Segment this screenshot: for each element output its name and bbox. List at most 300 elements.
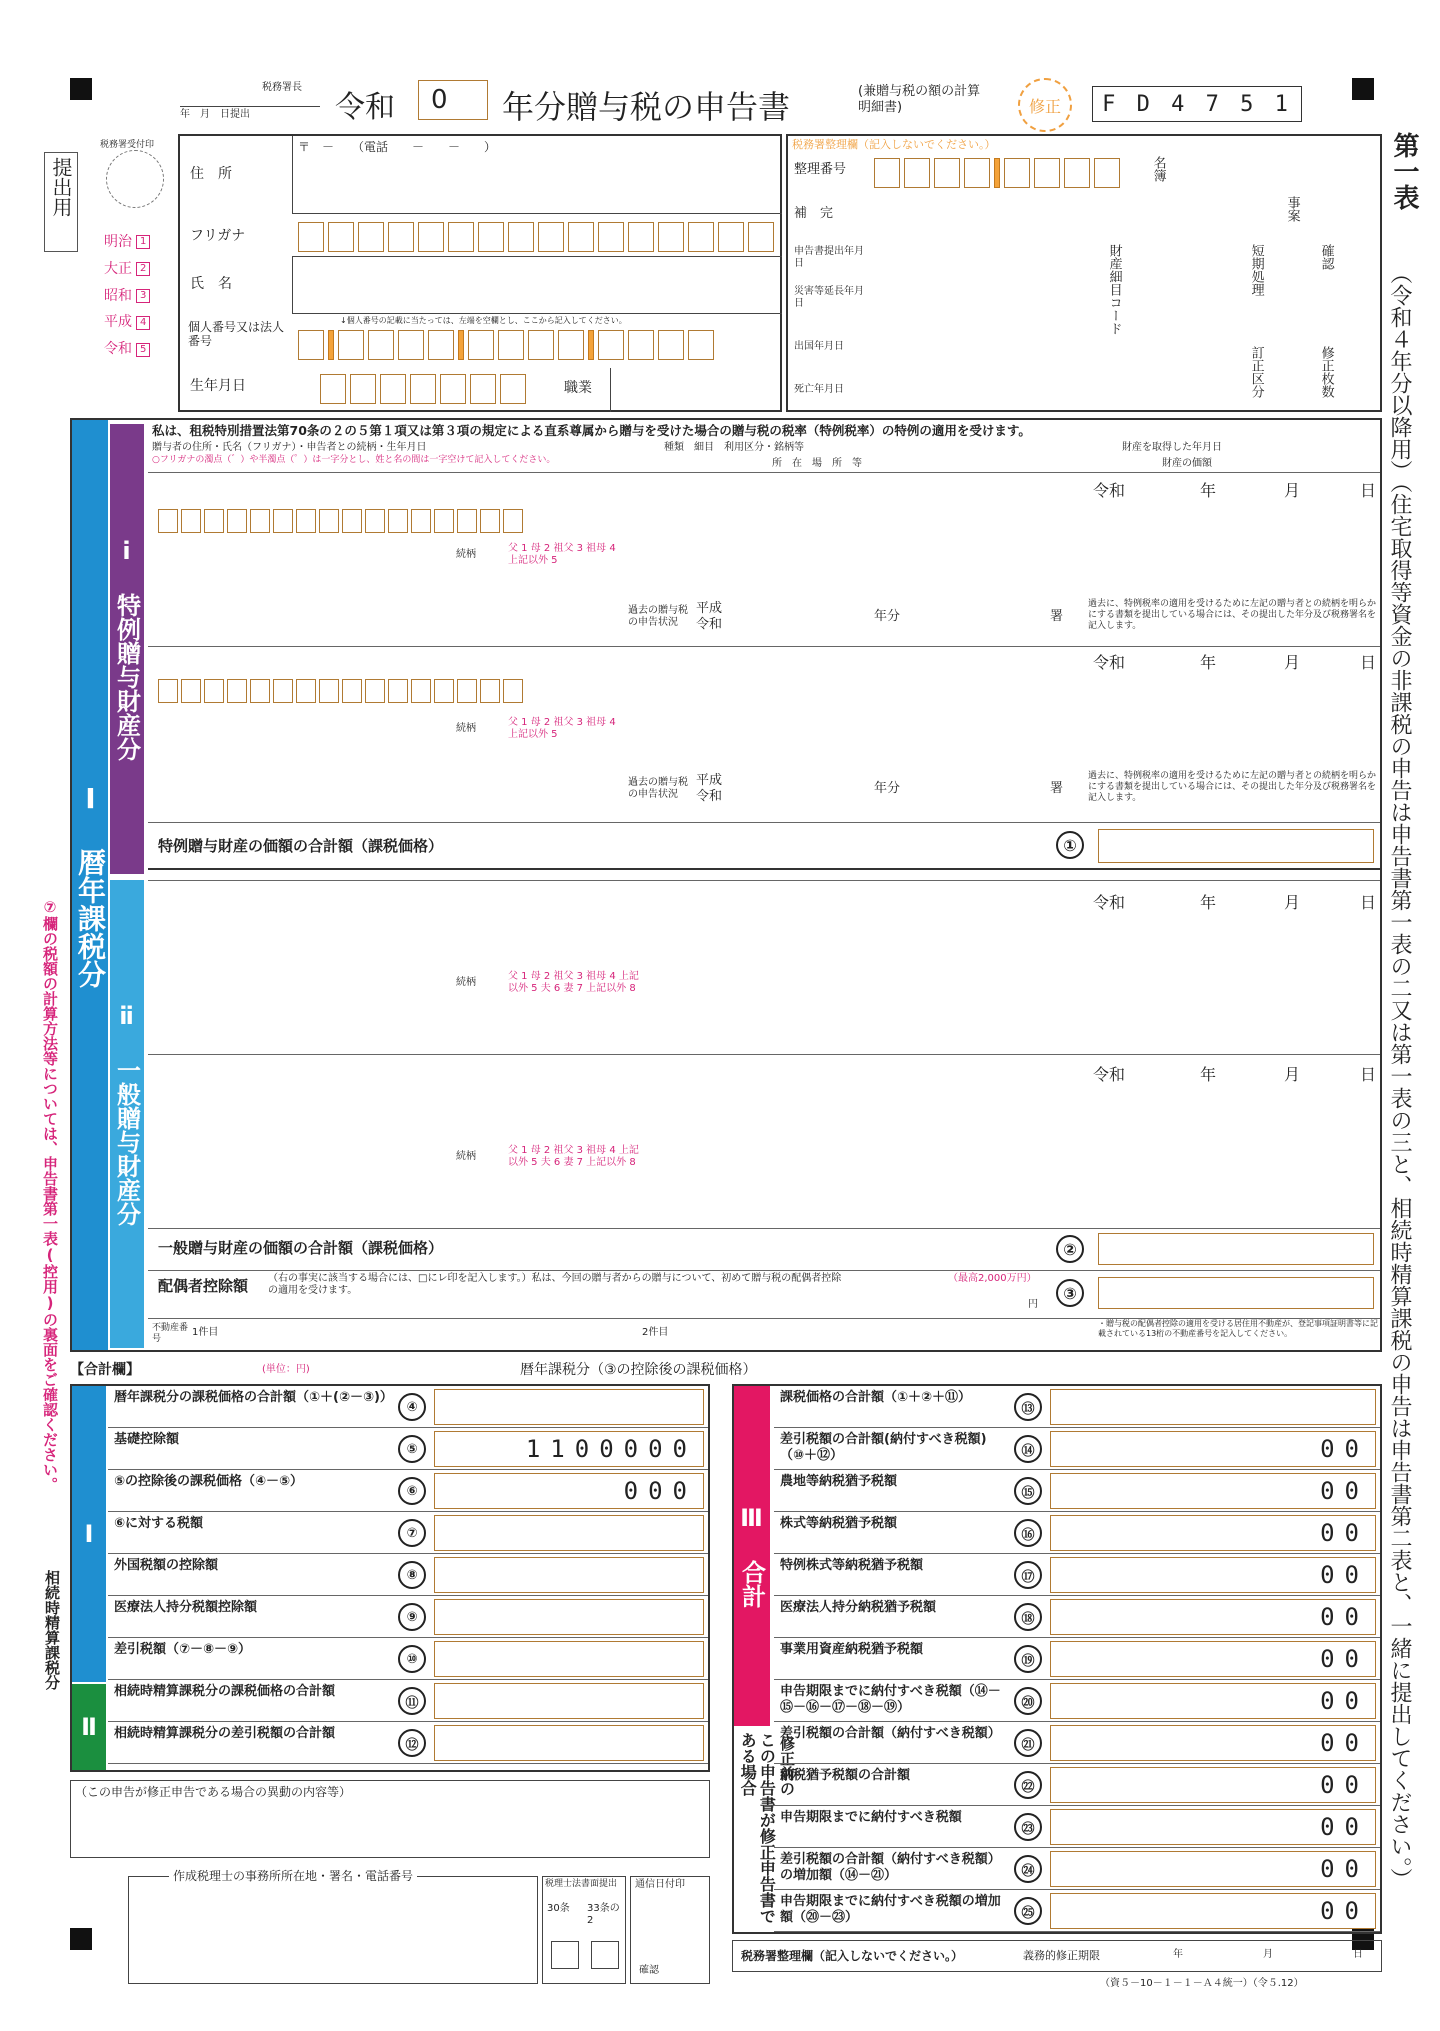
amount-input[interactable] — [1050, 1767, 1376, 1803]
amount-input[interactable] — [434, 1515, 704, 1551]
amount-input[interactable] — [1050, 1683, 1376, 1719]
reiwa2-label: 令和 — [696, 789, 723, 804]
occupation-input[interactable] — [610, 368, 782, 412]
char-box — [158, 679, 178, 703]
day-label: 日 — [1360, 653, 1377, 672]
amount-input[interactable] — [434, 1683, 704, 1719]
amount-value: 00 — [1320, 1855, 1369, 1883]
amount-input[interactable] — [1050, 1641, 1376, 1677]
left-side-note: ⑦欄の税額の計算方法等については、申告書第一表(控用)の裏面をご確認ください。 — [41, 898, 59, 1492]
acq-header: 財産を取得した年月日 — [1122, 442, 1222, 453]
line-number-marker: ⑧ — [398, 1561, 426, 1589]
submit-copy-label: 提出用 — [44, 152, 78, 252]
occupation-label: 職業 — [564, 380, 592, 396]
spouse-input[interactable] — [1098, 1277, 1374, 1309]
art33-check[interactable] — [591, 1941, 619, 1969]
totals-title: 【合計欄】 — [70, 1362, 140, 1378]
stamp-label: 税務署受付印 — [100, 140, 155, 150]
donor-furigana-input[interactable] — [158, 509, 526, 533]
char-box — [388, 679, 408, 703]
amount-value: 00 — [1320, 1897, 1369, 1925]
total-row-totals.right_rows-13 — [774, 1890, 1380, 1932]
era-num: 1 — [136, 235, 150, 249]
digit-box — [658, 330, 684, 360]
char-box — [503, 509, 523, 533]
sub-ii-label: ⅱ 一般贈与財産分 — [110, 880, 144, 1348]
right-side-note: （令和４年分以降用）（住宅取得等資金の非課税の申告は申告書第一表の二又は第一表の三と、相続時精算課税の申告は申告書第二表と、一緒に提出してください。） — [1387, 262, 1412, 1890]
char-box — [296, 509, 316, 533]
special-notice: 私は、租税特別措置法第70条の２の５第１項又は第３項の規定による直系尊属から贈与を受けた場合の贈与税の税率（特例税率）の特例の適用を受けます。 — [152, 423, 1031, 438]
line-number-marker: ⑯ — [1014, 1519, 1042, 1547]
office-field-label: 税務署整理欄（記入しないでください。） — [741, 1949, 964, 1963]
reiwa-label: 令和 — [1093, 1065, 1126, 1084]
revision-stamp — [1018, 78, 1072, 132]
era-list — [104, 234, 166, 358]
line-number-marker: ㉑ — [1014, 1729, 1042, 1757]
total-row-label: 基礎控除額 — [114, 1432, 180, 1447]
notice-date-box — [630, 1876, 710, 1984]
spouse-row — [148, 1270, 1380, 1316]
donor-entry — [148, 646, 1380, 816]
digit-box — [320, 374, 346, 404]
office-right-label: 名簿 — [1150, 156, 1166, 182]
donor-entry — [148, 472, 1380, 642]
era-num: 3 — [136, 289, 150, 303]
line-number-marker: ④ — [398, 1393, 426, 1421]
relation-options: 父 1 母 2 祖父 3 祖母 4 上記以外 5 夫 6 妻 7 上記以外 8 — [508, 971, 639, 994]
era-num: 5 — [136, 343, 150, 357]
year-label: 年 — [1200, 893, 1217, 912]
total-row-totals.left_rows-7 — [108, 1638, 708, 1680]
total-row-totals.left_rows-6 — [108, 1596, 708, 1638]
digit-box — [558, 330, 584, 360]
char-box — [328, 222, 354, 252]
year-label: 年 — [1200, 481, 1217, 500]
sub-i-label: ⅰ 特例贈与財産分 — [110, 424, 144, 874]
line-number-marker: ⑮ — [1014, 1477, 1042, 1505]
amount-value: 000 — [623, 1477, 697, 1505]
amount-input[interactable] — [1050, 1851, 1376, 1887]
era-name: 平成 — [104, 314, 132, 331]
amount-value: 00 — [1320, 1561, 1369, 1589]
total-row-label: 暦年課税分の課税価格の合計額（①＋(②－③)） — [114, 1390, 393, 1405]
amount-value: 00 — [1320, 1771, 1369, 1799]
art33-label: 33条の2 — [587, 1903, 620, 1926]
applicant-block — [178, 134, 782, 412]
total-row-totals.left_rows-9 — [108, 1722, 708, 1764]
mynumber-label: 個人番号又は法人番号 — [188, 320, 285, 349]
office-row: 整理番号 — [794, 162, 847, 177]
obligation-label: 義務的修正期限 — [1023, 1949, 1100, 1962]
amount-value: 00 — [1320, 1519, 1369, 1547]
office-right-label: 確認 — [1318, 244, 1334, 270]
spouse-note: （右の事実に該当する場合には、□にレ印を記入します。）私は、今回の贈与者からの贈与について、初めて贈与税の配偶者控除の適用を受けます。 — [268, 1273, 842, 1296]
donor-entry — [148, 1054, 1380, 1224]
total-row-totals.left_rows-4 — [108, 1512, 708, 1554]
office-suffix: 署 — [1050, 609, 1064, 624]
office-right-label: 修正枚数 — [1318, 346, 1334, 398]
total-general-input[interactable] — [1098, 1233, 1374, 1265]
char-box — [365, 679, 385, 703]
revision-side-label: この申告書が修正申告書である場合 — [738, 1732, 777, 1924]
total-special-label: 特例贈与財産の価額の合計額（課税価格） — [158, 837, 444, 855]
line-number-marker: ⑪ — [398, 1687, 426, 1715]
era-name: 明治 — [104, 234, 132, 250]
spouse-max: （最高2,000万円） — [948, 1273, 1037, 1284]
digit-box — [498, 330, 524, 360]
era-num: 4 — [136, 316, 150, 330]
ob-month: 月 — [1263, 1949, 1273, 1960]
totals-I-label: Ⅰ — [72, 1386, 106, 1682]
amount-input[interactable] — [1050, 1725, 1376, 1761]
reiwa-label: 令和 — [1093, 653, 1126, 672]
line-number-marker: ⑬ — [1014, 1393, 1042, 1421]
day-label: 日 — [1360, 481, 1377, 500]
total-row-label: 事業用資産納税猶予税額 — [780, 1642, 924, 1657]
office-row: 補 完 — [794, 206, 834, 221]
reiwa-label: 令和 — [1093, 481, 1126, 500]
total-row-label: 申告期限までに納付すべき税額 — [780, 1810, 962, 1825]
char-box — [434, 679, 454, 703]
amount-input[interactable] — [1050, 1599, 1376, 1635]
notice-date-label: 通信日付印 — [635, 1879, 685, 1890]
line-number-marker: ⑭ — [1014, 1435, 1042, 1463]
donor-header: 贈与者の住所・氏名（フリガナ）・申告者との続柄・生年月日 — [152, 442, 427, 453]
before-label: 修正前の — [778, 1736, 796, 1796]
office-row: 死亡年月日 — [794, 384, 844, 395]
char-box — [688, 222, 714, 252]
totals-III-label: Ⅲ 合計 — [734, 1386, 770, 1726]
totals-II-label: Ⅱ — [72, 1684, 106, 1770]
date-line: 年 月 日提出 — [180, 106, 320, 121]
amount-value: 00 — [1320, 1645, 1369, 1673]
relation-label: 続柄 — [456, 723, 476, 734]
real-estate-label: 不動産番号 — [152, 1323, 189, 1344]
char-box — [358, 222, 384, 252]
total-row-label: ⑥に対する税額 — [114, 1516, 204, 1531]
total-row-totals.left_rows-1 — [108, 1386, 708, 1428]
total-special-row — [148, 822, 1380, 870]
address-label: 住 所 — [190, 166, 232, 182]
total-row-label: 医療法人持分納税猶予税額 — [780, 1600, 937, 1615]
relation-options: 父 1 母 2 祖父 3 祖母 4 上記以外 5 夫 6 妻 7 上記以外 8 — [508, 1145, 639, 1168]
line-1-marker: ① — [1056, 831, 1084, 859]
char-box — [388, 509, 408, 533]
form-title: 年分贈与税の申告書 — [502, 88, 791, 126]
revision-stamp-text: 修正 — [1028, 96, 1061, 116]
digit-box — [380, 374, 406, 404]
total-row-totals.right_rows-4 — [774, 1512, 1380, 1554]
corner-mark-tl — [70, 78, 92, 100]
art30-label: 30条 — [547, 1903, 570, 1914]
total-row-label: 株式等納税猶予税額 — [780, 1516, 898, 1531]
char-box — [418, 222, 444, 252]
amount-input[interactable] — [1050, 1431, 1376, 1467]
char-box — [508, 222, 534, 252]
digit-box — [470, 374, 496, 404]
total-row-label: 差引税額（⑦－⑧－⑨） — [114, 1642, 252, 1657]
line-number-marker: ㉕ — [1014, 1897, 1042, 1925]
char-box — [181, 679, 201, 703]
real-estate-row — [148, 1318, 1380, 1350]
amount-input[interactable] — [434, 1473, 704, 1509]
divider — [588, 330, 594, 360]
char-box — [718, 222, 744, 252]
line-3-marker: ③ — [1056, 1279, 1084, 1307]
corner-mark-tr — [1352, 78, 1374, 100]
total-row-totals.right_rows-2 — [774, 1428, 1380, 1470]
office-right-label: 訂正区分 — [1248, 346, 1264, 398]
line-2-marker: ② — [1056, 1235, 1084, 1263]
digit-box — [528, 330, 554, 360]
char-box — [204, 679, 224, 703]
reiwa-label: 令和 — [1093, 893, 1126, 912]
char-box — [250, 679, 270, 703]
total-row-label: 医療法人持分税額控除額 — [114, 1600, 258, 1615]
amount-input[interactable] — [1050, 1557, 1376, 1593]
day-label: 日 — [1360, 893, 1377, 912]
tax-law-box — [542, 1876, 626, 1984]
line-number-marker: ⑰ — [1014, 1561, 1042, 1589]
digit-box — [874, 158, 900, 188]
name-input[interactable] — [292, 256, 782, 314]
amount-value: 00 — [1320, 1687, 1369, 1715]
char-box — [658, 222, 684, 252]
char-box — [388, 222, 414, 252]
amount-input[interactable] — [434, 1557, 704, 1593]
totals-unit: (単位：円) — [262, 1364, 310, 1375]
birthdate-input[interactable] — [320, 374, 530, 404]
donor-furigana-input[interactable] — [158, 679, 526, 703]
first-label: 1件目 — [192, 1327, 219, 1338]
phone-line: 〒 － （電話 － － ） — [298, 140, 497, 154]
amount-value: 00 — [1320, 1435, 1369, 1463]
char-box — [598, 222, 624, 252]
month-label: 月 — [1284, 653, 1301, 672]
year-label: 年 — [1200, 1065, 1217, 1084]
office-row: 出国年月日 — [794, 341, 844, 352]
digit-box — [500, 374, 526, 404]
char-box — [319, 679, 339, 703]
amount-input[interactable] — [1050, 1473, 1376, 1509]
char-box — [480, 679, 500, 703]
era-name: 昭和 — [104, 287, 132, 304]
amount-input[interactable] — [434, 1389, 704, 1425]
digit-box — [338, 330, 364, 360]
month-label: 月 — [1284, 481, 1301, 500]
total-row-label: 外国税額の控除額 — [114, 1558, 219, 1573]
relation-options: 父 1 母 2 祖父 3 祖母 4 上記以外 5 — [508, 717, 616, 740]
value-header: 財産の価額 — [1162, 458, 1212, 469]
amount-input[interactable] — [434, 1599, 704, 1635]
office-right-label: 財産細目コード — [1106, 244, 1122, 335]
corner-mark-bl — [70, 1928, 92, 1950]
divider — [994, 158, 1000, 188]
title-prefix: 令和 — [335, 90, 395, 125]
office-right-label: 事案 — [1284, 196, 1300, 222]
year-value: 0 — [431, 85, 448, 115]
total-row-label: 差引税額の合計額(納付すべき税額)（⑩＋⑫） — [780, 1432, 987, 1463]
birthdate-label: 生年月日 — [190, 378, 246, 394]
line-number-marker: ⑱ — [1014, 1603, 1042, 1631]
tax-accountant-label: 作成税理士の事務所所在地・署名・電話番号 — [169, 1869, 417, 1883]
totals-right — [732, 1384, 1382, 1934]
office-use-title: 税務署整理欄（記入しないでください。） — [792, 138, 996, 151]
digit-box — [964, 158, 990, 188]
total-row-label: 差引税額の合計額（納付すべき税額） — [780, 1726, 1001, 1741]
day-label: 日 — [1360, 1065, 1377, 1084]
digit-box — [298, 330, 324, 360]
digit-box — [350, 374, 376, 404]
total-row-label: 納税猶予税額の合計額 — [780, 1768, 911, 1783]
line-number-marker: ㉓ — [1014, 1813, 1042, 1841]
section-i — [70, 418, 1382, 1352]
form-code: F D 4 7 5 1 — [1092, 86, 1302, 122]
ob-day: 日 — [1353, 1949, 1363, 1960]
address-input[interactable] — [292, 136, 782, 214]
total-row-label: 申告期限までに納付すべき税額（⑭－⑮－⑯－⑰－⑱－⑲） — [780, 1684, 1001, 1715]
total-row-totals.right_rows-10 — [774, 1764, 1380, 1806]
line-number-marker: ⑥ — [398, 1477, 426, 1505]
total-row-label: ⑤の控除後の課税価格（④－⑤） — [114, 1474, 304, 1489]
furigana-label: フリガナ — [190, 228, 246, 244]
office-row: 申告書提出年月日 — [794, 246, 864, 269]
revision-content-box[interactable] — [70, 1780, 710, 1858]
digit-box — [468, 330, 494, 360]
total-row-totals.left_rows-3 — [108, 1470, 708, 1512]
char-box — [480, 509, 500, 533]
totals-sub: 暦年課税分（③の控除後の課税価格） — [520, 1362, 757, 1378]
amount-input[interactable] — [1050, 1809, 1376, 1845]
char-box — [503, 679, 523, 703]
total-row-label: 相続時精算課税分の差引税額の合計額 — [114, 1726, 336, 1741]
donor-entry — [148, 880, 1380, 1050]
digit-box — [428, 330, 454, 360]
past-note: 過去に、特例税率の適用を受けるために左記の贈与者との続柄を明らかにする書類を提出している場合には、その提出した年分及び税務署名を記入します。 — [1088, 771, 1377, 803]
total-row-label: 差引税額の合計額（納付すべき税額）の増加額（⑭－㉑） — [780, 1852, 1001, 1883]
past-note: 過去に、特例税率の適用を受けるために左記の贈与者との続柄を明らかにする書類を提出している場合には、その提出した年分及び税務署名を記入します。 — [1088, 599, 1377, 631]
line-number-marker: ⑫ — [398, 1729, 426, 1757]
property-header: 種類 細目 利用区分・銘柄等 — [664, 442, 804, 453]
office-right-label: 短期処理 — [1248, 244, 1264, 296]
spouse-label: 配偶者控除額 — [158, 1277, 249, 1295]
divider — [458, 330, 464, 360]
digit-box — [1034, 158, 1060, 188]
name-label: 氏 名 — [190, 276, 232, 292]
office-field-footer — [732, 1940, 1382, 1972]
era-item — [104, 288, 166, 305]
year-box[interactable] — [418, 80, 488, 120]
furigana-input[interactable] — [298, 222, 778, 252]
char-box — [158, 509, 178, 533]
amount-value: 00 — [1320, 1477, 1369, 1505]
relation-label: 続柄 — [456, 549, 476, 560]
mynumber-input[interactable] — [298, 330, 718, 360]
tax-law-label: 税理士法書面提出 — [545, 1879, 618, 1889]
char-box — [365, 509, 385, 533]
char-box — [342, 509, 362, 533]
year-filing-label: 年分 — [874, 781, 901, 796]
total-row-totals.right_rows-3 — [774, 1470, 1380, 1512]
digit-box — [440, 374, 466, 404]
char-box — [568, 222, 594, 252]
line-number-marker: ㉔ — [1014, 1855, 1042, 1883]
total-row-totals.left_rows-5 — [108, 1554, 708, 1596]
digit-box — [628, 330, 654, 360]
total-general-label: 一般贈与財産の価額の合計額（課税価格） — [158, 1239, 444, 1257]
char-box — [748, 222, 774, 252]
digit-box — [688, 330, 714, 360]
line-number-marker: ⑲ — [1014, 1645, 1042, 1673]
total-row-totals.right_rows-12 — [774, 1848, 1380, 1890]
amount-value: 00 — [1320, 1813, 1369, 1841]
art30-check[interactable] — [551, 1941, 579, 1969]
amount-input[interactable] — [434, 1725, 704, 1761]
char-box — [411, 679, 431, 703]
total-row-label: 相続時精算課税分の課税価格の合計額 — [114, 1684, 336, 1699]
char-box — [298, 222, 324, 252]
office-suffix: 署 — [1050, 781, 1064, 796]
era-name: 大正 — [104, 260, 132, 277]
amount-input[interactable] — [1050, 1515, 1376, 1551]
amount-input[interactable] — [1050, 1389, 1376, 1425]
year-label: 年 — [1200, 653, 1217, 672]
amount-value: 00 — [1320, 1603, 1369, 1631]
form-subtitle: (兼贈与税の額の計算明細書) — [858, 84, 981, 115]
total-row-totals.left_rows-2 — [108, 1428, 708, 1470]
char-box — [411, 509, 431, 533]
char-box — [457, 509, 477, 533]
reiwa2-label: 令和 — [696, 617, 723, 632]
amount-value: 00 — [1320, 1729, 1369, 1757]
month-label: 月 — [1284, 1065, 1301, 1084]
amount-input[interactable] — [434, 1641, 704, 1677]
amount-input[interactable] — [1050, 1893, 1376, 1929]
line-number-marker: ⑩ — [398, 1645, 426, 1673]
heisei-label: 平成 — [696, 601, 723, 616]
month-label: 月 — [1284, 893, 1301, 912]
heisei-label: 平成 — [696, 773, 723, 788]
char-box — [296, 679, 316, 703]
era-num: 2 — [136, 262, 150, 276]
amount-input[interactable] — [434, 1431, 704, 1467]
donor-note: ○フリガナの濁点（゛）や半濁点（゜）は一字分とし、姓と名の間は一字空けて記入してください。 — [152, 455, 556, 465]
receipt-stamp — [106, 150, 164, 208]
office-use-block — [786, 134, 1382, 412]
char-box — [227, 509, 247, 533]
total-row-label: 特例株式等納税猶予税額 — [780, 1558, 924, 1573]
total-general-row — [148, 1228, 1380, 1268]
confirm-label: 確認 — [639, 1965, 659, 1976]
total-row-totals.right_rows-7 — [774, 1638, 1380, 1680]
digit-box — [598, 330, 624, 360]
char-box — [342, 679, 362, 703]
line-number-marker: ⑦ — [398, 1519, 426, 1547]
char-box — [273, 679, 293, 703]
tax-accountant-box[interactable] — [128, 1869, 538, 1984]
char-box — [538, 222, 564, 252]
real-estate-note: ・贈与税の配偶者控除の適用を受ける居住用不動産が、登記事項証明書等に記載されている13桁の不動産番号を記入してください。 — [1098, 1319, 1378, 1338]
total-special-input[interactable] — [1098, 829, 1374, 863]
total-row-label: 農地等納税猶予税額 — [780, 1474, 898, 1489]
totals-left — [70, 1384, 710, 1772]
line-number-marker: ⑨ — [398, 1603, 426, 1631]
digit-box — [1094, 158, 1120, 188]
digit-box — [368, 330, 394, 360]
digit-box — [410, 374, 436, 404]
digit-box — [934, 158, 960, 188]
mynumber-note: ↓個人番号の記載に当たっては、左端を空欄とし、ここから記入してください。 — [340, 316, 627, 325]
